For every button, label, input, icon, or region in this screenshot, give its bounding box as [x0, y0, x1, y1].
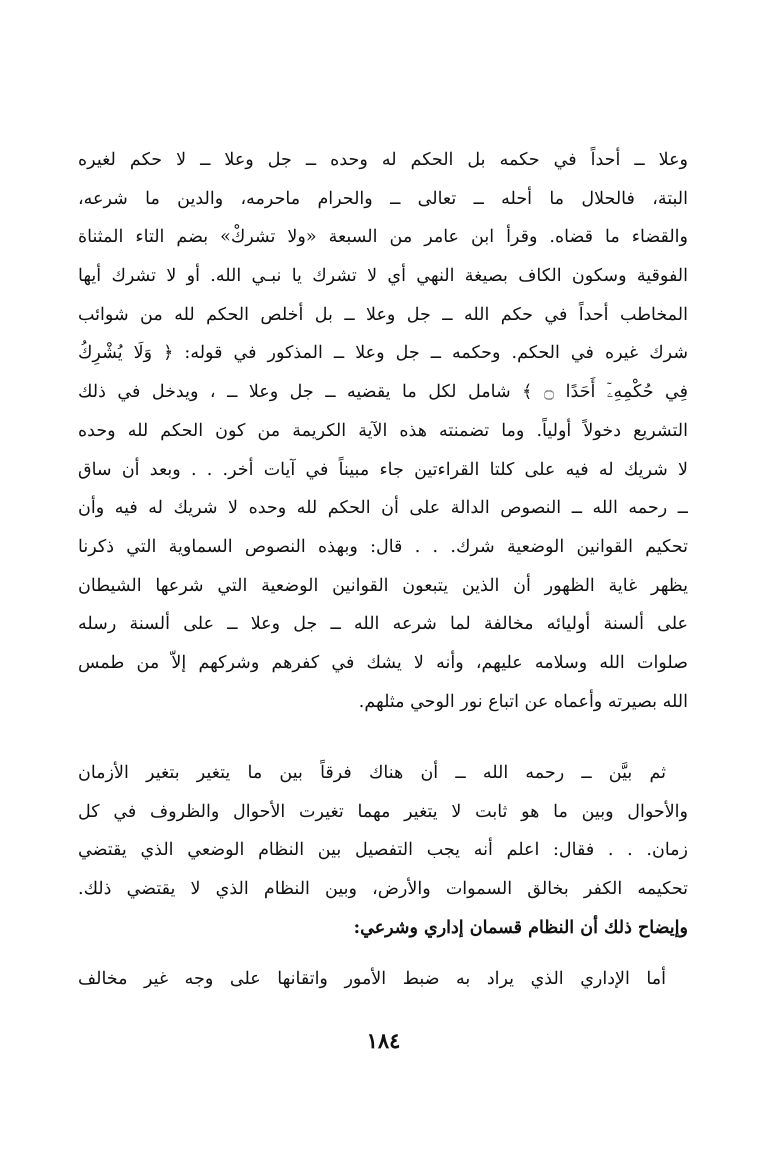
paragraph-administrative: [78, 960, 688, 999]
text-line: الله بصيرته وأعماه عن اتباع نور الوحي مثلهم.: [358, 691, 688, 712]
text-line: والأحوال وبين ما هو ثابت لا يتغير مهما تغيرت الأحوال والظروف في كل: [78, 801, 688, 822]
text-line: ثم بيَّن ــ رحمه الله ــ أن هناك فرقاً بين ما يتغير بتغير الأزمان: [78, 763, 666, 783]
text-line: الفوقية وسكون الكاف بصيغة النهي أي لا تشرك يا نبـي الله. أو لا تشرك أيها: [78, 266, 688, 287]
text-line: صلوات الله وسلامه عليهم، وأنه لا يشك في كفرهم وشركهم إلاّ من طمس: [78, 652, 688, 673]
text-line: تحكيمه الكفر بخالق السموات والأرض، وبين النظام الذي لا يقتضي ذلك.: [78, 879, 688, 900]
text-line: على ألسنة أوليائه مخالفة لما شرعه الله ــ جل وعلا ــ على ألسنة رسله: [78, 614, 688, 635]
text-line: البتة، فالحلال ما أحله ــ تعالى ــ والحرام ماحرمه، والدين ما شرعه،: [78, 188, 688, 209]
page-number: ١٨٤: [366, 1028, 401, 1053]
text-line: ــ رحمه الله ــ النصوص الدالة على أن الحكم لله وحده لا شريك له فيه وأن: [78, 498, 688, 519]
text-line: أما الإداري الذي يراد به ضبط الأمور واتقانها على وجه غير مخالف: [78, 969, 666, 989]
text-line: تحكيم القوانين الوضعية شرك. . . قال: وبهذه النصوص السماوية التي ذكرنا: [78, 536, 688, 557]
text-line: شرك غيره في الحكم. وحكمه ــ جل وعلا ــ المذكور في قوله: ﴿ وَلَا يُشْرِكُ: [78, 343, 688, 364]
text-line-with-verse: فِي حُكْمِهِۦٓ أَحَدًا ۝ ﴾ شامل لكل ما يقضيه ــ جل وعلا ــ ، ويدخل في ذلك: [78, 382, 688, 403]
bold-heading-line: وإيضاح ذلك أن النظام قسمان إداري وشرعي:: [353, 917, 688, 938]
paragraph-tafsir-quote: [78, 141, 688, 721]
text-line: التشريع دخولاً أولياً. وما تضمنته هذه الآية الكريمة من كون الحكم لله وحده: [78, 420, 688, 441]
paragraph-distinction: [78, 754, 688, 947]
text-line: لا شريك له فيه على كلتا القراءتين جاء مبيناً في آيات أخر. . . وبعد أن ساق: [78, 459, 688, 480]
text-line: زمان. . . فقال: اعلم أنه يجب التفصيل بين النظام الوضعي الذي يقتضي: [78, 840, 688, 861]
text-line: يظهر غاية الظهور أن الذين يتبعون القوانين الوضعية التي شرعها الشيطان: [78, 575, 688, 596]
text-line: والقضاء ما قضاه. وقرأ ابن عامر من السبعة «ولا تشركْ» بضم التاء المثناة: [78, 227, 688, 248]
text-line: وعلا ــ أحداً في حكمه بل الحكم له وحده ــ جل وعلا ــ لا حكم لغيره: [78, 150, 688, 170]
text-line: المخاطب أحداً في حكم الله ــ جل وعلا ــ بل أخلص الحكم لله من شوائب: [78, 304, 688, 325]
